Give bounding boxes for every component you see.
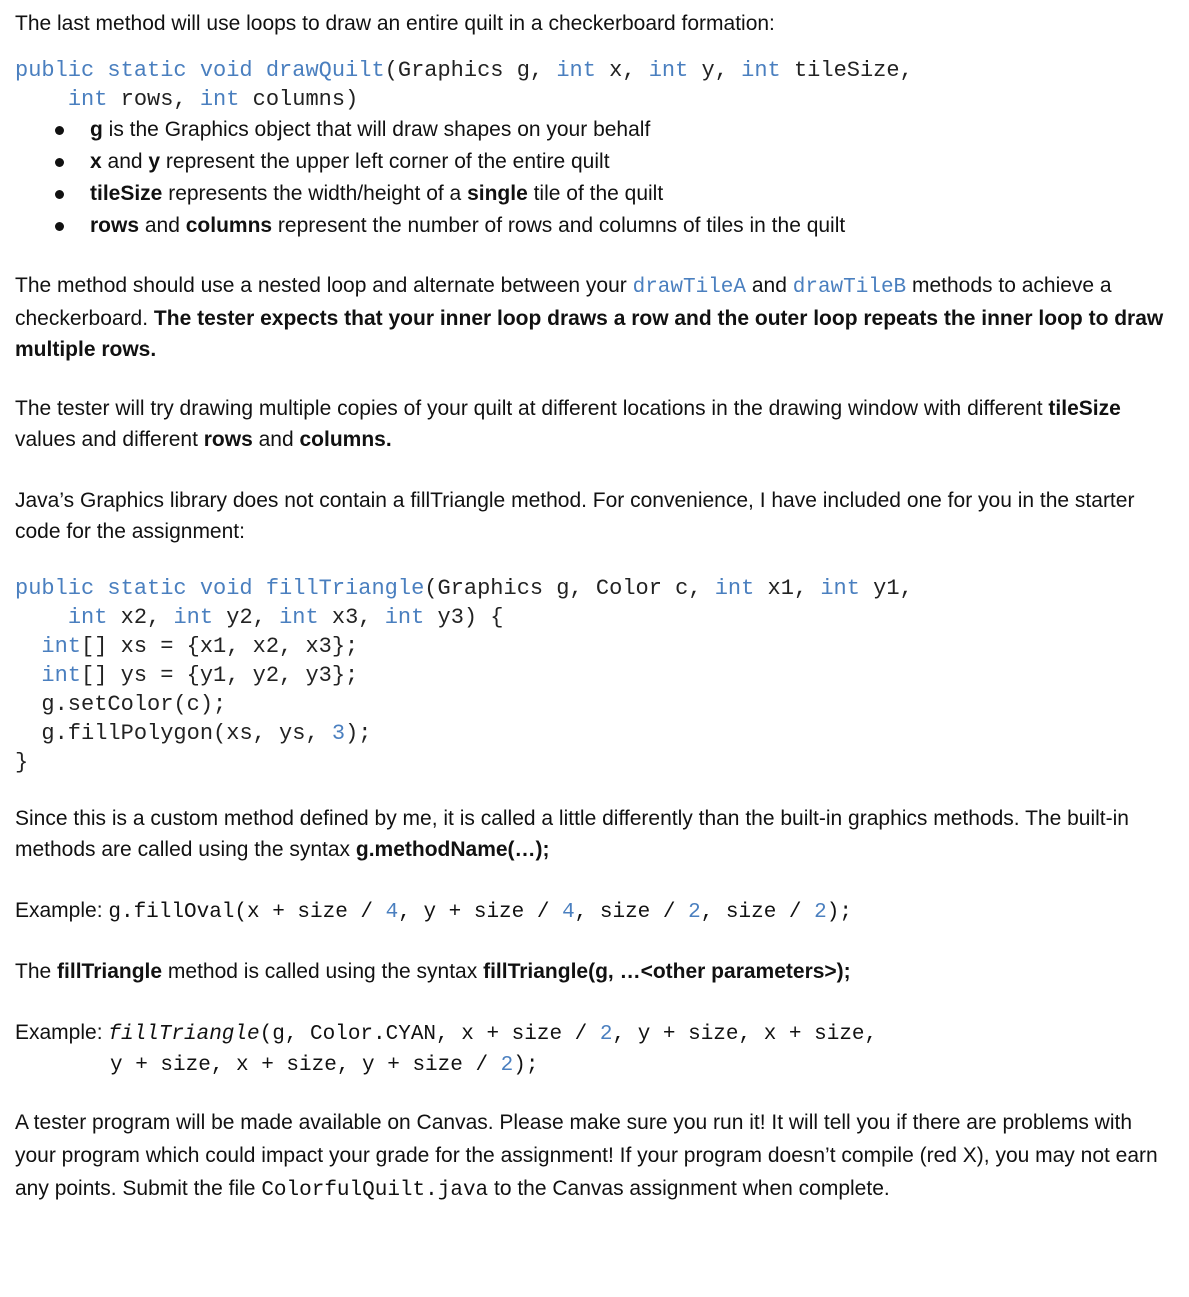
code-text: , size / — [574, 901, 689, 924]
bold-term: g — [90, 118, 103, 141]
para-text: to the Canvas assignment when complete. — [488, 1177, 890, 1200]
bold-term: columns. — [299, 428, 392, 451]
list-item — [15, 178, 845, 210]
code-text: (Graphics g, — [384, 58, 557, 83]
example-filloval — [15, 895, 1175, 928]
code-number: 2 — [599, 1023, 613, 1046]
code-text: [] xs = {x1, x2, x3}; — [81, 634, 359, 659]
code-keyword-int: int — [648, 58, 689, 83]
list-item — [15, 146, 845, 178]
bullet-icon — [55, 126, 64, 135]
parameter-list — [15, 114, 845, 242]
bold-text: fillTriangle(g, …<other parameters>); — [483, 960, 851, 983]
code-keyword-int: int — [384, 605, 425, 630]
list-text: and — [101, 150, 149, 173]
code-keyword-int: int — [41, 663, 82, 688]
code-number: 2 — [814, 901, 827, 924]
bold-term: y — [148, 150, 161, 173]
code-keyword-int: int — [556, 58, 596, 83]
para-text: A tester program will be made available on Canvas. Please make sure you run it! It will tell you if there are problems with your program which could impact your grade for the assignment! If your program doesn’t compile (red X), you may not earn any points. Submit the file — [15, 1111, 1158, 1200]
para-text: and — [252, 428, 300, 451]
code-text: , y + size, x + size, — [612, 1023, 878, 1046]
para-text: method is called using the syntax — [162, 960, 484, 983]
custom-method-paragraph — [15, 803, 1175, 865]
code-text: g.setColor(c); — [41, 692, 227, 717]
code-method-name: drawQuilt — [265, 58, 385, 83]
code-text: rows, — [107, 87, 200, 112]
filename: ColorfulQuilt.java — [261, 1179, 489, 1202]
code-text: , y + size / — [398, 901, 563, 924]
code-text: y, — [688, 58, 742, 83]
para-text: Since this is a custom method defined by me, it is called a little differently than the built-in graphics methods. The built-in methods are called using the syntax — [15, 807, 1129, 861]
code-text: (Graphics g, Color c, — [424, 576, 715, 601]
code-text: [] ys = {y1, y2, y3}; — [81, 663, 359, 688]
inline-code: drawTileA — [632, 276, 747, 299]
list-item — [15, 210, 845, 242]
code-keyword-int: int — [67, 87, 108, 112]
code-text: y3) { — [424, 605, 504, 630]
para-text: The — [15, 960, 58, 983]
code-keyword-int: int — [741, 58, 781, 83]
code-text: tileSize, — [780, 58, 913, 83]
code-number: 4 — [562, 901, 575, 924]
code-text: , size / — [700, 901, 815, 924]
bold-term: columns — [185, 214, 273, 237]
list-item — [15, 114, 845, 146]
code-text: (g, Color.CYAN, x + size / — [259, 1023, 600, 1046]
bold-term: rows — [203, 428, 253, 451]
code-text: g.fillOval(x + size / — [108, 901, 386, 924]
nested-loop-paragraph — [15, 270, 1175, 365]
example-label: Example: — [15, 1021, 109, 1044]
bold-term: rows — [90, 214, 140, 237]
para-text: methods to achieve a checkerboard. — [15, 274, 1112, 330]
filltriangle-code-block — [15, 574, 913, 777]
code-text: columns) — [239, 87, 359, 112]
code-text: } — [15, 750, 29, 775]
example-filltriangle — [15, 1018, 877, 1080]
code-method-name: fillTriangle — [108, 1023, 260, 1046]
bold-term: fillTriangle — [57, 960, 163, 983]
list-text: is the Graphics object that will draw shapes on your behalf — [102, 118, 651, 141]
list-text: represents the width/height of a — [162, 182, 468, 205]
code-text: x2, — [107, 605, 174, 630]
code-keyword-int: int — [173, 605, 214, 630]
bold-term: x — [90, 150, 102, 173]
list-text: represent the upper left corner of the entire quilt — [160, 150, 610, 173]
list-text: represent the number of rows and columns of tiles in the quilt — [272, 214, 846, 237]
list-text: and — [139, 214, 186, 237]
code-number: 3 — [331, 721, 346, 746]
code-keywords: public static void — [15, 58, 266, 83]
bold-term: tileSize — [90, 182, 163, 205]
code-keyword-int: int — [279, 605, 319, 630]
code-text: y + size, x + size, y + size / — [110, 1054, 501, 1077]
code-keyword-int: int — [41, 634, 82, 659]
code-text: x, — [595, 58, 649, 83]
code-method-name: fillTriangle — [265, 576, 425, 601]
code-keyword-int: int — [199, 87, 240, 112]
bullet-icon — [55, 190, 64, 199]
bold-text: The tester expects that your inner loop draws a row and the outer loop repeats the inner loop to draw multiple rows. — [15, 307, 1164, 361]
code-keyword-int: int — [714, 576, 755, 601]
code-number: 2 — [500, 1054, 514, 1077]
code-number: 4 — [385, 901, 399, 924]
code-text: y1, — [859, 576, 913, 601]
code-text: ); — [826, 901, 852, 924]
code-number: 2 — [688, 901, 701, 924]
code-text: x3, — [318, 605, 385, 630]
bold-term: tileSize — [1048, 397, 1121, 420]
intro-text: The last method will use loops to draw an entire quilt in a checkerboard formation: — [15, 12, 775, 35]
bold-text: g.methodName(…); — [355, 838, 550, 861]
para-text: The method should use a nested loop and alternate between your — [15, 274, 633, 297]
code-text: y2, — [213, 605, 280, 630]
drawquilt-signature — [15, 56, 913, 114]
java-lib-paragraph: Java’s Graphics library does not contain a fillTriangle method. For convenience, I have included one for you in the starter code for the assignment: — [15, 489, 1135, 543]
tester-paragraph — [15, 393, 1175, 455]
para-text: values and different — [15, 428, 204, 451]
code-keyword-int: int — [820, 576, 860, 601]
bullet-icon — [55, 222, 64, 231]
filltriangle-syntax — [15, 956, 1175, 987]
para-text: and — [746, 274, 793, 297]
example-label: Example: — [15, 899, 109, 922]
code-keywords: public static void — [15, 576, 266, 601]
code-keyword-int: int — [67, 605, 108, 630]
list-text: tile of the quilt — [527, 182, 664, 205]
bullet-icon — [55, 158, 64, 167]
bold-term: single — [467, 182, 528, 205]
code-text: ); — [345, 721, 372, 746]
code-text: x1, — [754, 576, 821, 601]
final-paragraph — [15, 1106, 1175, 1207]
inline-code: drawTileB — [792, 276, 907, 299]
code-text: g.fillPolygon(xs, ys, — [41, 721, 332, 746]
para-text: The tester will try drawing multiple copies of your quilt at different locations in the drawing window with different — [15, 397, 1049, 420]
code-text: ); — [513, 1054, 539, 1077]
